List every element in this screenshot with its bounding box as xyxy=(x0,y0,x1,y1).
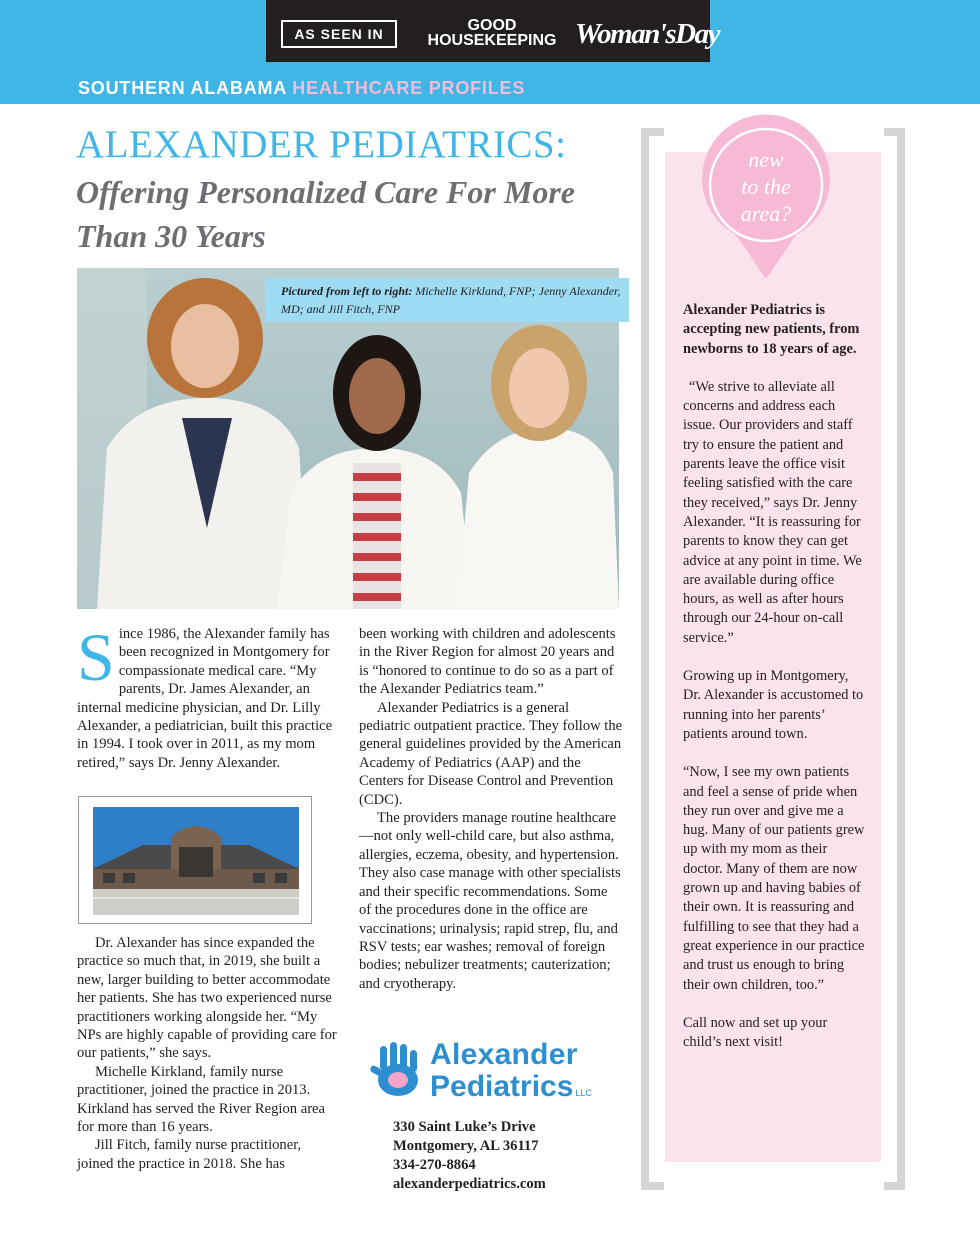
street-address: 330 Saint Luke’s Drive xyxy=(393,1119,536,1135)
drop-cap: S xyxy=(77,619,115,695)
city-state-zip: Montgomery, AL 36117 xyxy=(393,1138,539,1154)
good-housekeeping-logo: GOOD HOUSEKEEPING xyxy=(427,17,557,49)
logo-wordmark-pediatrics: Pediatrics xyxy=(430,1070,574,1103)
article-paragraph: Michelle Kirkland, family nurse practitioner, joined the practice in 2013. Kirkland has served the River Region area for more than 16 years. xyxy=(77,1063,326,1136)
logo-llc: LLC xyxy=(575,1088,592,1098)
website-link[interactable]: alexanderpediatrics.com xyxy=(393,1176,546,1192)
as-seen-in-label: AS SEEN IN xyxy=(281,20,397,48)
phone-number[interactable]: 334-270-8864 xyxy=(393,1157,476,1173)
sidebar-text xyxy=(683,301,869,1071)
contact-info xyxy=(393,1118,613,1194)
article-subtitle: Offering Personalized Care For More Than 30 Years xyxy=(76,174,575,254)
sidebar-quote: “We strive to alleviate all concerns and address each issue. Our providers and staff try to ensure the patient and parents leave the office visit feeling satisfied with the care they received,” says Dr. Jenny Alexander. “It is reassuring for parents to know they can get advice at any point in time. We are available during office hours, as well as after hours through our 24-hour on-call service.” xyxy=(683,378,862,646)
article-column-1 xyxy=(77,619,339,772)
pin-text-line: to the xyxy=(741,174,791,199)
handprint-icon xyxy=(366,1040,430,1100)
photo-caption-names: Michelle Kirkland, FNP; Jenny Alexander, MD; and Jill Fitch, FNP xyxy=(281,284,621,316)
article-column-2 xyxy=(359,625,623,993)
sidebar-frame-gap-bottom xyxy=(664,1178,884,1198)
pin-text-line: new xyxy=(748,147,784,172)
new-to-the-area-label xyxy=(698,146,834,227)
section-label-topic: HEALTHCARE PROFILES xyxy=(292,78,526,98)
article-paragraph: Jill Fitch, family nurse practitioner, joined the practice in 2018. She has xyxy=(77,1137,302,1172)
sidebar-call-to-action: Call now and set up your child’s next visit! xyxy=(683,1014,828,1051)
pin-text-line: area? xyxy=(740,201,792,226)
building-photo xyxy=(93,807,299,915)
article-column-1-continued xyxy=(77,934,339,1173)
sidebar-quote: “Now, I see my own patients and feel a sense of pride when they run over and give me a hug. Many of our patients grew up with my mom as their doctor. Many of them are now grown up and having babies of their own. It is reassuring and fulfilling to see that they had a great experience in our practice and trust us enough to bring their own children, too.” xyxy=(683,764,865,993)
alexander-pediatrics-logo xyxy=(366,1040,616,1110)
article-paragraph: Dr. Alexander has since expanded the practice so much that, in 2019, she built a new, larger building to better accommodate her patients. She has two experienced nurse practitioners working alongside her. “My NPs are highly capable of providing care for our patients,” she says. xyxy=(77,935,337,1062)
photo-caption-label: Pictured from left to right: xyxy=(281,284,413,298)
photo-caption xyxy=(265,278,629,322)
logo-wordmark-line-2 xyxy=(430,1072,592,1108)
sidebar-lead: Alexander Pediatrics is accepting new patients, from newborns to 18 years of age. xyxy=(683,302,860,357)
section-label xyxy=(78,78,525,99)
intro-text: ince 1986, the Alexander family has been recognized in Montgomery for compassionate medical care. “My parents, Dr. James Alexander, an internal medicine physician, and Dr. Lilly Alexander, a pediatrician, built this practice in 1994. I took over in 2011, as my mom retired,” says Dr. Jenny Alexander. xyxy=(77,626,333,771)
womans-day-logo: Woman'sDay xyxy=(575,18,719,50)
article-paragraph: been working with children and adolescents in the River Region for almost 20 years and is “honored to continue to do so as a part of the Alexander Pediatrics team.” xyxy=(359,626,616,698)
article-paragraph: Alexander Pediatrics is a general pediatric outpatient practice. They follow the general guidelines provided by the American Academy of Pediatrics (AAP) and the Centers for Disease Control and Prevention (CDC). xyxy=(359,699,623,808)
building-photo-frame xyxy=(78,796,312,924)
section-label-region: SOUTHERN ALABAMA xyxy=(78,78,287,98)
article-title: ALEXANDER PEDIATRICS: xyxy=(76,123,567,166)
article-paragraph xyxy=(77,619,339,772)
logo-wordmark-line-1: Alexander xyxy=(430,1038,578,1071)
sidebar-paragraph: Growing up in Montgomery, Dr. Alexander is accustomed to running into her parents’ patients around town. xyxy=(683,668,864,742)
article-paragraph: The providers manage routine healthcare—not only well-child care, but also asthma, allergies, eczema, obesity, and hypertension. They also case manage with other specialists and their specific recommendations. Some of the procedures done in the office are vaccinations; urinalysis; rapid strep, flu, and RSV tests; ear washes; removal of foreign bodies; nebulizer treatments; cauterization; and cryotherapy. xyxy=(359,810,621,992)
